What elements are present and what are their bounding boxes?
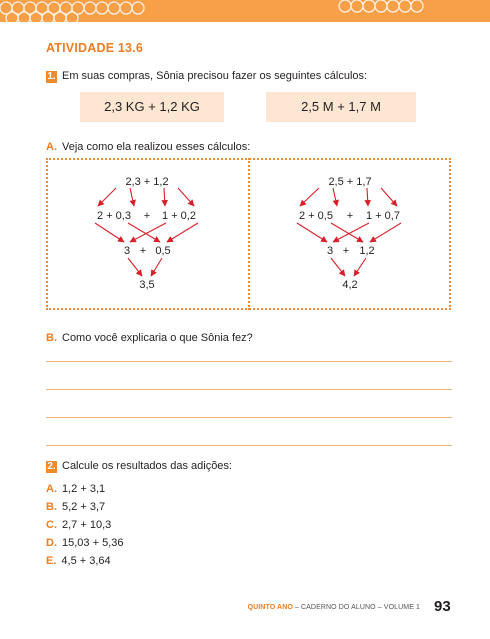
left-top-expression: 2,3 + 1,2 bbox=[125, 176, 169, 188]
item-expression: 4,5 + 3,64 bbox=[61, 555, 111, 567]
part-b bbox=[46, 332, 253, 344]
part-a-text: Veja como ela realizou esses cálculos: bbox=[62, 141, 251, 153]
answer-line-1[interactable] bbox=[46, 361, 452, 362]
question-2 bbox=[46, 460, 232, 473]
item-expression: 5,2 + 3,7 bbox=[62, 501, 106, 513]
list-item bbox=[46, 555, 111, 567]
question-number-badge: 1. bbox=[47, 71, 56, 82]
footer-volume: – CADERNO DO ALUNO – VOLUME 1 bbox=[292, 604, 420, 611]
left-arrows bbox=[95, 188, 198, 276]
list-item bbox=[46, 519, 111, 531]
right-diagram bbox=[297, 176, 401, 291]
item-letter: B. bbox=[46, 501, 57, 513]
item-expression: 1,2 + 3,1 bbox=[62, 483, 106, 495]
question-2-text: Calcule os resultados das adições: bbox=[62, 460, 232, 472]
answer-line-2[interactable] bbox=[46, 389, 452, 390]
activity-title: ATIVIDADE 13.6 bbox=[46, 41, 144, 55]
left-low-operator: + bbox=[139, 245, 147, 257]
right-mid-term-b: 1 + 0,7 bbox=[366, 210, 400, 222]
right-low-operator: + bbox=[342, 245, 350, 257]
answer-line-3[interactable] bbox=[46, 417, 452, 418]
item-letter: C. bbox=[46, 519, 57, 531]
list-item bbox=[46, 501, 105, 513]
right-mid-term-a: 2 + 0,5 bbox=[299, 210, 333, 222]
item-letter: A. bbox=[46, 483, 57, 495]
answer-line-4[interactable] bbox=[46, 445, 452, 446]
left-mid-term-a: 2 + 0,3 bbox=[97, 210, 131, 222]
right-mid-operator: + bbox=[346, 210, 354, 222]
left-mid-term-b: 1 + 0,2 bbox=[162, 210, 196, 222]
right-low-term-a: 3 bbox=[326, 245, 334, 257]
question-1-text: Em suas compras, Sônia precisou fazer os seguintes cálculos: bbox=[62, 70, 368, 82]
right-low-term-b: 1,2 bbox=[359, 245, 375, 257]
left-result: 3,5 bbox=[139, 279, 155, 291]
list-item bbox=[46, 537, 123, 549]
left-diagram bbox=[95, 176, 198, 291]
left-mid-operator: + bbox=[143, 210, 151, 222]
page-number: 93 bbox=[434, 598, 451, 615]
part-b-text: Como você explicaria o que Sônia fez? bbox=[62, 332, 253, 344]
right-arrows bbox=[297, 188, 401, 276]
footer-series: QUINTO ANO bbox=[247, 604, 293, 611]
right-top-expression: 2,5 + 1,7 bbox=[328, 176, 372, 188]
right-result: 4,2 bbox=[342, 279, 358, 291]
footer-label bbox=[248, 604, 420, 611]
part-a-letter: A. bbox=[46, 141, 57, 153]
left-low-term-b: 0,5 bbox=[155, 245, 171, 257]
question-number-badge: 2. bbox=[47, 461, 56, 472]
item-expression: 2,7 + 10,3 bbox=[62, 519, 112, 531]
calc-box-length: 2,5 M + 1,7 M bbox=[266, 92, 416, 122]
calc-box-weight: 2,3 KG + 1,2 KG bbox=[80, 92, 224, 122]
list-item bbox=[46, 483, 105, 495]
part-b-letter: B. bbox=[46, 332, 57, 344]
item-letter: E. bbox=[46, 555, 57, 567]
item-letter: D. bbox=[46, 537, 57, 549]
item-expression: 15,03 + 5,36 bbox=[62, 537, 124, 549]
left-low-term-a: 3 bbox=[123, 245, 131, 257]
